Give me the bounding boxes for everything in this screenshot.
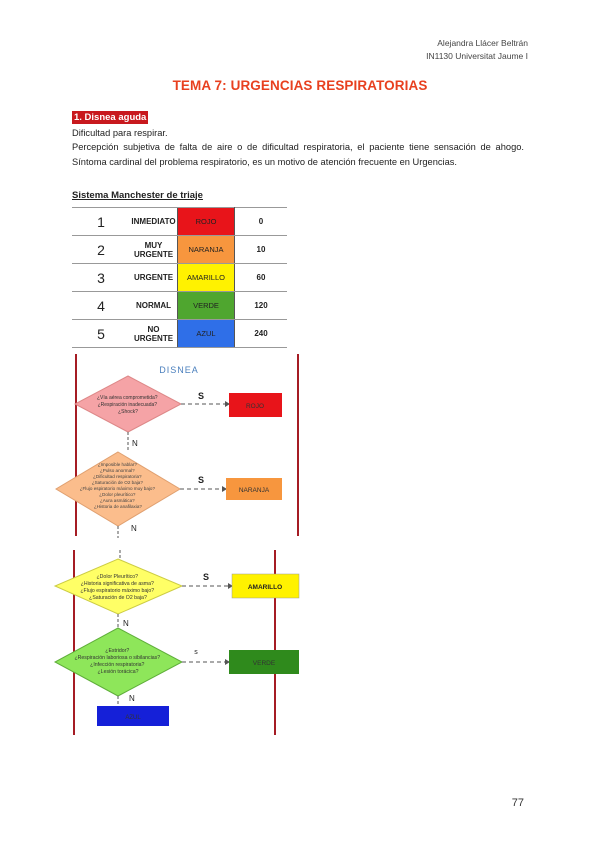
decision-4-q: ¿Respiración laboriosa o sibilancias?: [74, 655, 161, 661]
flow1-title: DISNEA: [159, 365, 199, 375]
decision-2-q: ¿Saturación de O2 baja?: [91, 480, 143, 485]
triage-minutes: 240: [235, 320, 288, 348]
decision-2-q: ¿Flujo espiratorio máximo muy bajo?: [79, 486, 156, 491]
decision-3-q: ¿Dolor Pleurítico?: [96, 574, 139, 580]
decision-3-q: ¿Saturación de O2 baja?: [89, 595, 147, 601]
label-no-4: N: [129, 694, 135, 703]
page-number: 77: [511, 797, 524, 809]
decision-3-q: ¿Flujo espiratorio máximo bajo?: [80, 588, 155, 594]
triage-level: URGENTE: [130, 264, 178, 292]
outcome-azul-label: AZUL: [125, 715, 141, 721]
triage-color: ROJO: [178, 208, 235, 236]
page-title: TEMA 7: URGENCIAS RESPIRATORIAS: [172, 78, 428, 93]
decision-2-q: ¿Dolor pleurítico?: [99, 492, 136, 497]
label-yes-4: s: [194, 649, 198, 656]
triage-number: 1: [72, 208, 130, 236]
section-heading: 1. Disnea aguda: [74, 112, 147, 123]
label-yes-3: S: [202, 572, 210, 582]
section-line1: Dificultad para respirar.: [72, 128, 168, 138]
triage-number: 3: [72, 264, 130, 292]
decision-2-q: ¿Dificultad respiratoria?: [93, 474, 142, 479]
triage-level: INMEDIATO: [130, 208, 178, 236]
outcome-verde-label: VERDE: [252, 660, 276, 667]
triage-number: 4: [72, 292, 130, 320]
decision-3-q: ¿Historia significativa de asma?: [80, 581, 154, 587]
triage-minutes: 10: [235, 236, 288, 264]
label-no-3: N: [123, 619, 129, 628]
triage-level: MUY URGENTE: [130, 236, 178, 264]
triage-number: 2: [72, 236, 130, 264]
decision-1-q: ¿Respiración inadecuada?: [97, 402, 158, 408]
triage-color: AZUL: [178, 320, 235, 348]
triage-minutes: 120: [235, 292, 288, 320]
triage-level: NORMAL: [130, 292, 178, 320]
triage-title: Sistema Manchester de triaje: [72, 190, 203, 201]
decision-2-q: ¿Historia de anafilaxia?: [93, 504, 143, 509]
header-course: IN1130 Universitat Jaume I: [426, 51, 528, 61]
label-yes-2: S: [197, 475, 205, 485]
label-no-1: N: [132, 439, 138, 448]
triage-color: VERDE: [178, 292, 235, 320]
label-no-2: N: [131, 524, 137, 533]
triage-color: AMARILLO: [178, 264, 235, 292]
triage-level: NO URGENTE: [130, 320, 178, 348]
outcome-amarillo-label: AMARILLO: [247, 584, 283, 591]
label-yes-1: S: [197, 391, 205, 401]
section-paragraph: Percepción subjetiva de falta de aire o de dificultad respiratoria, el paciente tiene sensación de ahogo. Síntoma cardinal del problema respiratorio, es un motivo de atención frecuente en Urgencias.: [72, 142, 524, 167]
triage-minutes: 60: [235, 264, 288, 292]
triage-number: 5: [72, 320, 130, 348]
triage-color: NARANJA: [178, 236, 235, 264]
decision-4-q: ¿Lesión torácica?: [97, 669, 139, 675]
outcome-rojo-label: ROJO: [245, 403, 265, 410]
decision-4-q: ¿Estridor?: [105, 648, 130, 654]
decision-1-q: ¿Shock?: [118, 409, 138, 415]
triage-minutes: 0: [235, 208, 288, 236]
decision-1-q: ¿Vía aérea comprometida?: [97, 395, 158, 401]
decision-2-q: ¿Imposible hablar?: [97, 462, 137, 467]
header-author: Alejandra Llácer Beltrán: [437, 38, 528, 48]
decision-2-q: ¿Aura asmática?: [99, 498, 135, 503]
decision-2-q: ¿Pulso anormal?: [99, 468, 135, 473]
decision-4-q: ¿Infección respiratoria?: [90, 662, 145, 668]
outcome-naranja-label: NARANJA: [238, 487, 270, 494]
